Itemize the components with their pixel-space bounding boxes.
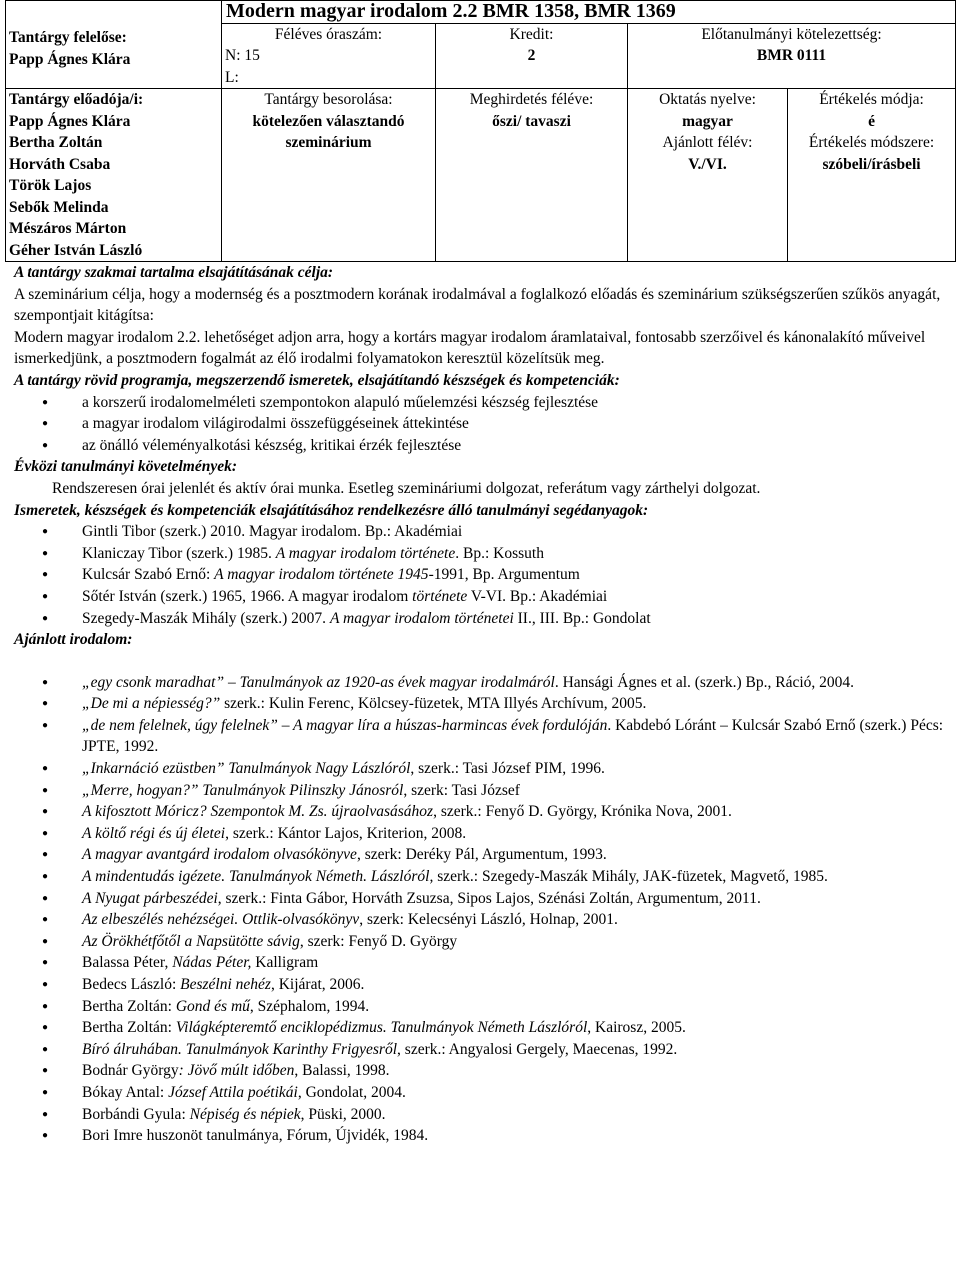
eloado-2: Bertha Zoltán <box>9 134 103 151</box>
list-item: ● a magyar irodalom világirodalmi összefüggéseinek áttekintése <box>14 413 946 435</box>
nyelv-value: magyar <box>682 112 733 130</box>
kovetelmeny-heading: Évközi tanulmányi követelmények: <box>14 458 238 476</box>
cel-paragraph-1: A szeminárium célja, hogy a modernség és a posztmodern korának irodalmával a foglalkozó előadás és szeminárium szükségszerűen szűkös anyagát, szempontjait kitágítsa: <box>14 285 941 325</box>
course-header-table <box>5 0 956 262</box>
list-item: ● Bodnár György: Jövő múlt időben, Balassi, 1998. <box>14 1060 946 1082</box>
ajanlott-value: V./VI. <box>688 155 727 173</box>
list-item: ● az önálló véleményalkotási készség, kritikai érzék fejlesztése <box>14 435 946 457</box>
eloado-3: Horváth Csaba <box>9 155 111 173</box>
list-item: ● Bókay Antal: József Attila poétikái, Gondolat, 2004. <box>14 1082 946 1104</box>
ertekeles-modszer-label: Értékelés módszere: <box>808 134 935 151</box>
besorolas-value: kötelezően választandó szeminárium <box>252 112 405 151</box>
list-item: ● Kulcsár Szabó Ernő: A magyar irodalom története 1945-1991, Bp. Argumentum <box>14 564 946 586</box>
elotanulmany-label: Előtanulmányi kötelezettség: <box>701 25 882 43</box>
list-item: ● A kifosztott Móricz? Szempontok M. Zs. újraolvasásához, szerk.: Fenyő D. György, Krónika Nova, 2001. <box>14 801 946 823</box>
segedanyag-heading: Ismeretek, készségek és kompetenciák elsajátításához rendelkezésre álló tanulmányi segédanyagok: <box>14 501 649 519</box>
eloado-4: Török Lajos <box>9 177 92 194</box>
kredit-cell <box>436 23 628 89</box>
program-heading: A tantárgy rövid programja, megszerzendő ismeretek, elsajátítandó készségek és kompetenciák: <box>14 371 620 389</box>
list-item: ● „De mi a népiesség?” szerk.: Kulin Ferenc, Kölcsey-füzetek, MTA Illyés Archívum, 2005. <box>14 693 946 715</box>
cel-paragraph-2: Modern magyar irodalom 2.2. lehetőséget adjon arra, hogy a kortárs magyar irodalom áramlataival, fontosabb szerzőivel és kánonalakító műveivel ismerkedjünk, a posztmodern fogalmát az élő irodalmi folyamatokon keresztül közelítsük meg. <box>14 328 926 368</box>
list-item: ● „Inkarnáció ezüstben” Tanulmányok Nagy Lászlóról, szerk.: Tasi József PIM, 1996. <box>14 758 946 780</box>
list-item: ● „egy csonk maradhat” – Tanulmányok az 1920-as évek magyar irodalmáról. Hansági Ágnes et al. (szerk.) Bp., Ráció, 2004. <box>14 672 946 694</box>
eloado-5: Sebők Melinda <box>9 198 109 216</box>
oraszam-cell <box>222 23 436 89</box>
ertekeles-mod-label: Értékelés módja: <box>819 91 924 108</box>
list-item: ● A mindentudás igézete. Tanulmányok Németh. Lászlóról, szerk.: Szegedy-Maszák Mihály, JAK-füzetek, Magvető, 1985. <box>14 866 946 888</box>
besorolas-cell <box>222 89 436 262</box>
meghirdetes-cell <box>436 89 628 262</box>
document-body <box>5 262 955 1147</box>
program-list <box>14 392 946 457</box>
list-item: ● Bedecs László: Beszélni nehéz, Kijárat, 2006. <box>14 974 946 996</box>
list-item: ● a korszerű irodalomelméleti szempontokon alapuló műelemzési készség fejlesztése <box>14 392 946 414</box>
list-item: ● Klaniczay Tibor (szerk.) 1985. A magyar irodalom története. Bp.: Kossuth <box>14 543 946 565</box>
kredit-value: 2 <box>527 47 536 64</box>
felelos-label: Tantárgy felelőse: <box>9 29 127 46</box>
eloado-7: Géher István László <box>9 241 143 259</box>
elotanulmany-cell <box>628 23 956 89</box>
list-item: ● Szegedy-Maszák Mihály (szerk.) 2007. A magyar irodalom történetei II., III. Bp.: Gondolat <box>14 608 946 630</box>
list-item: ● Gintli Tibor (szerk.) 2010. Magyar irodalom. Bp.: Akadémiai <box>14 521 946 543</box>
nyelv-label: Oktatás nyelve: <box>659 91 756 108</box>
besorolas-label: Tantárgy besorolása: <box>264 91 393 108</box>
oraszam-l: L: <box>225 68 239 86</box>
ertekeles-modszer-value: szóbeli/írásbeli <box>822 155 921 173</box>
list-item: ● Az Örökhétfőtől a Napsütötte sávig, szerk: Fenyő D. György <box>14 931 946 953</box>
eloado-1: Papp Ágnes Klára <box>9 112 131 130</box>
list-item: ● Az elbeszélés nehézségei. Ottlik-olvasókönyv, szerk: Kelecsényi László, Holnap, 2001. <box>14 909 946 931</box>
list-item: ● A magyar avantgárd irodalom olvasókönyve, szerk: Deréky Pál, Argumentum, 1993. <box>14 844 946 866</box>
list-item: ● Bíró álruhában. Tanulmányok Karinthy Frigyesről, szerk.: Angyalosi Gergely, Maecenas, 1992. <box>14 1039 946 1061</box>
felelos-cell <box>6 1 222 89</box>
felelos-value: Papp Ágnes Klára <box>9 50 131 68</box>
ajanlott-list <box>14 672 946 1147</box>
segedanyag-list <box>14 521 946 629</box>
list-item: ● Borbándi Gyula: Népiség és népiek, Püski, 2000. <box>14 1104 946 1126</box>
list-item: ● A költő régi és új életei, szerk.: Kántor Lajos, Kriterion, 2008. <box>14 823 946 845</box>
course-title: Modern magyar irodalom 2.2 BMR 1358, BMR 1369 <box>222 1 956 24</box>
cel-heading: A tantárgy szakmai tartalma elsajátításának célja: <box>14 264 334 281</box>
oraszam-n: N: 15 <box>225 47 260 64</box>
ertekeles-mod-value: é <box>868 112 875 130</box>
kredit-label: Kredit: <box>509 25 554 43</box>
list-item: ● „Merre, hogyan?” Tanulmányok Pilinszky Jánosról, szerk: Tasi József <box>14 780 946 802</box>
list-item: ● A Nyugat párbeszédei, szerk.: Finta Gábor, Horváth Zsuzsa, Sipos Lajos, Szénási Zoltán, Argumentum, 2011. <box>14 888 946 910</box>
ertekeles-cell <box>788 89 956 262</box>
list-item: ● Sőtér István (szerk.) 1965, 1966. A magyar irodalom története V-VI. Bp.: Akadémiai <box>14 586 946 608</box>
list-item: ● Bertha Zoltán: Gond és mű, Széphalom, 1994. <box>14 996 946 1018</box>
ajanlott-label: Ajánlott félév: <box>662 134 753 151</box>
oraszam-label: Féléves óraszám: <box>274 25 383 43</box>
list-item: ● Bori Imre huszonöt tanulmánya, Fórum, Újvidék, 1984. <box>14 1125 946 1147</box>
meghirdetes-value: őszi/ tavaszi <box>492 112 571 130</box>
list-item: ● Bertha Zoltán: Világképteremtő enciklopédizmus. Tanulmányok Németh Lászlóról, Kairosz, 2005. <box>14 1017 946 1039</box>
list-item: ● Balassa Péter, Nádas Péter, Kalligram <box>14 952 946 974</box>
eloado-cell <box>6 89 222 262</box>
eloado-label: Tantárgy előadója/i: <box>9 91 144 108</box>
meghirdetes-label: Meghirdetés féléve: <box>469 91 594 108</box>
ajanlott-heading: Ajánlott irodalom: <box>14 631 133 649</box>
nyelv-cell <box>628 89 788 262</box>
kovetelmeny-text: Rendszeresen órai jelenlét és aktív órai munka. Esetleg szemináriumi dolgozat, referátum vagy zárthelyi dolgozat. <box>52 479 761 497</box>
elotanulmany-value: BMR 0111 <box>756 47 827 64</box>
list-item: ● „de nem felelnek, úgy felelnek” – A magyar líra a húszas-harmincas évek fordulóján. Kabdebó Lóránt – Kulcsár Szabó Ernő (szerk.) Pécs: JPTE, 1992. <box>14 715 946 758</box>
eloado-6: Mészáros Márton <box>9 220 127 237</box>
